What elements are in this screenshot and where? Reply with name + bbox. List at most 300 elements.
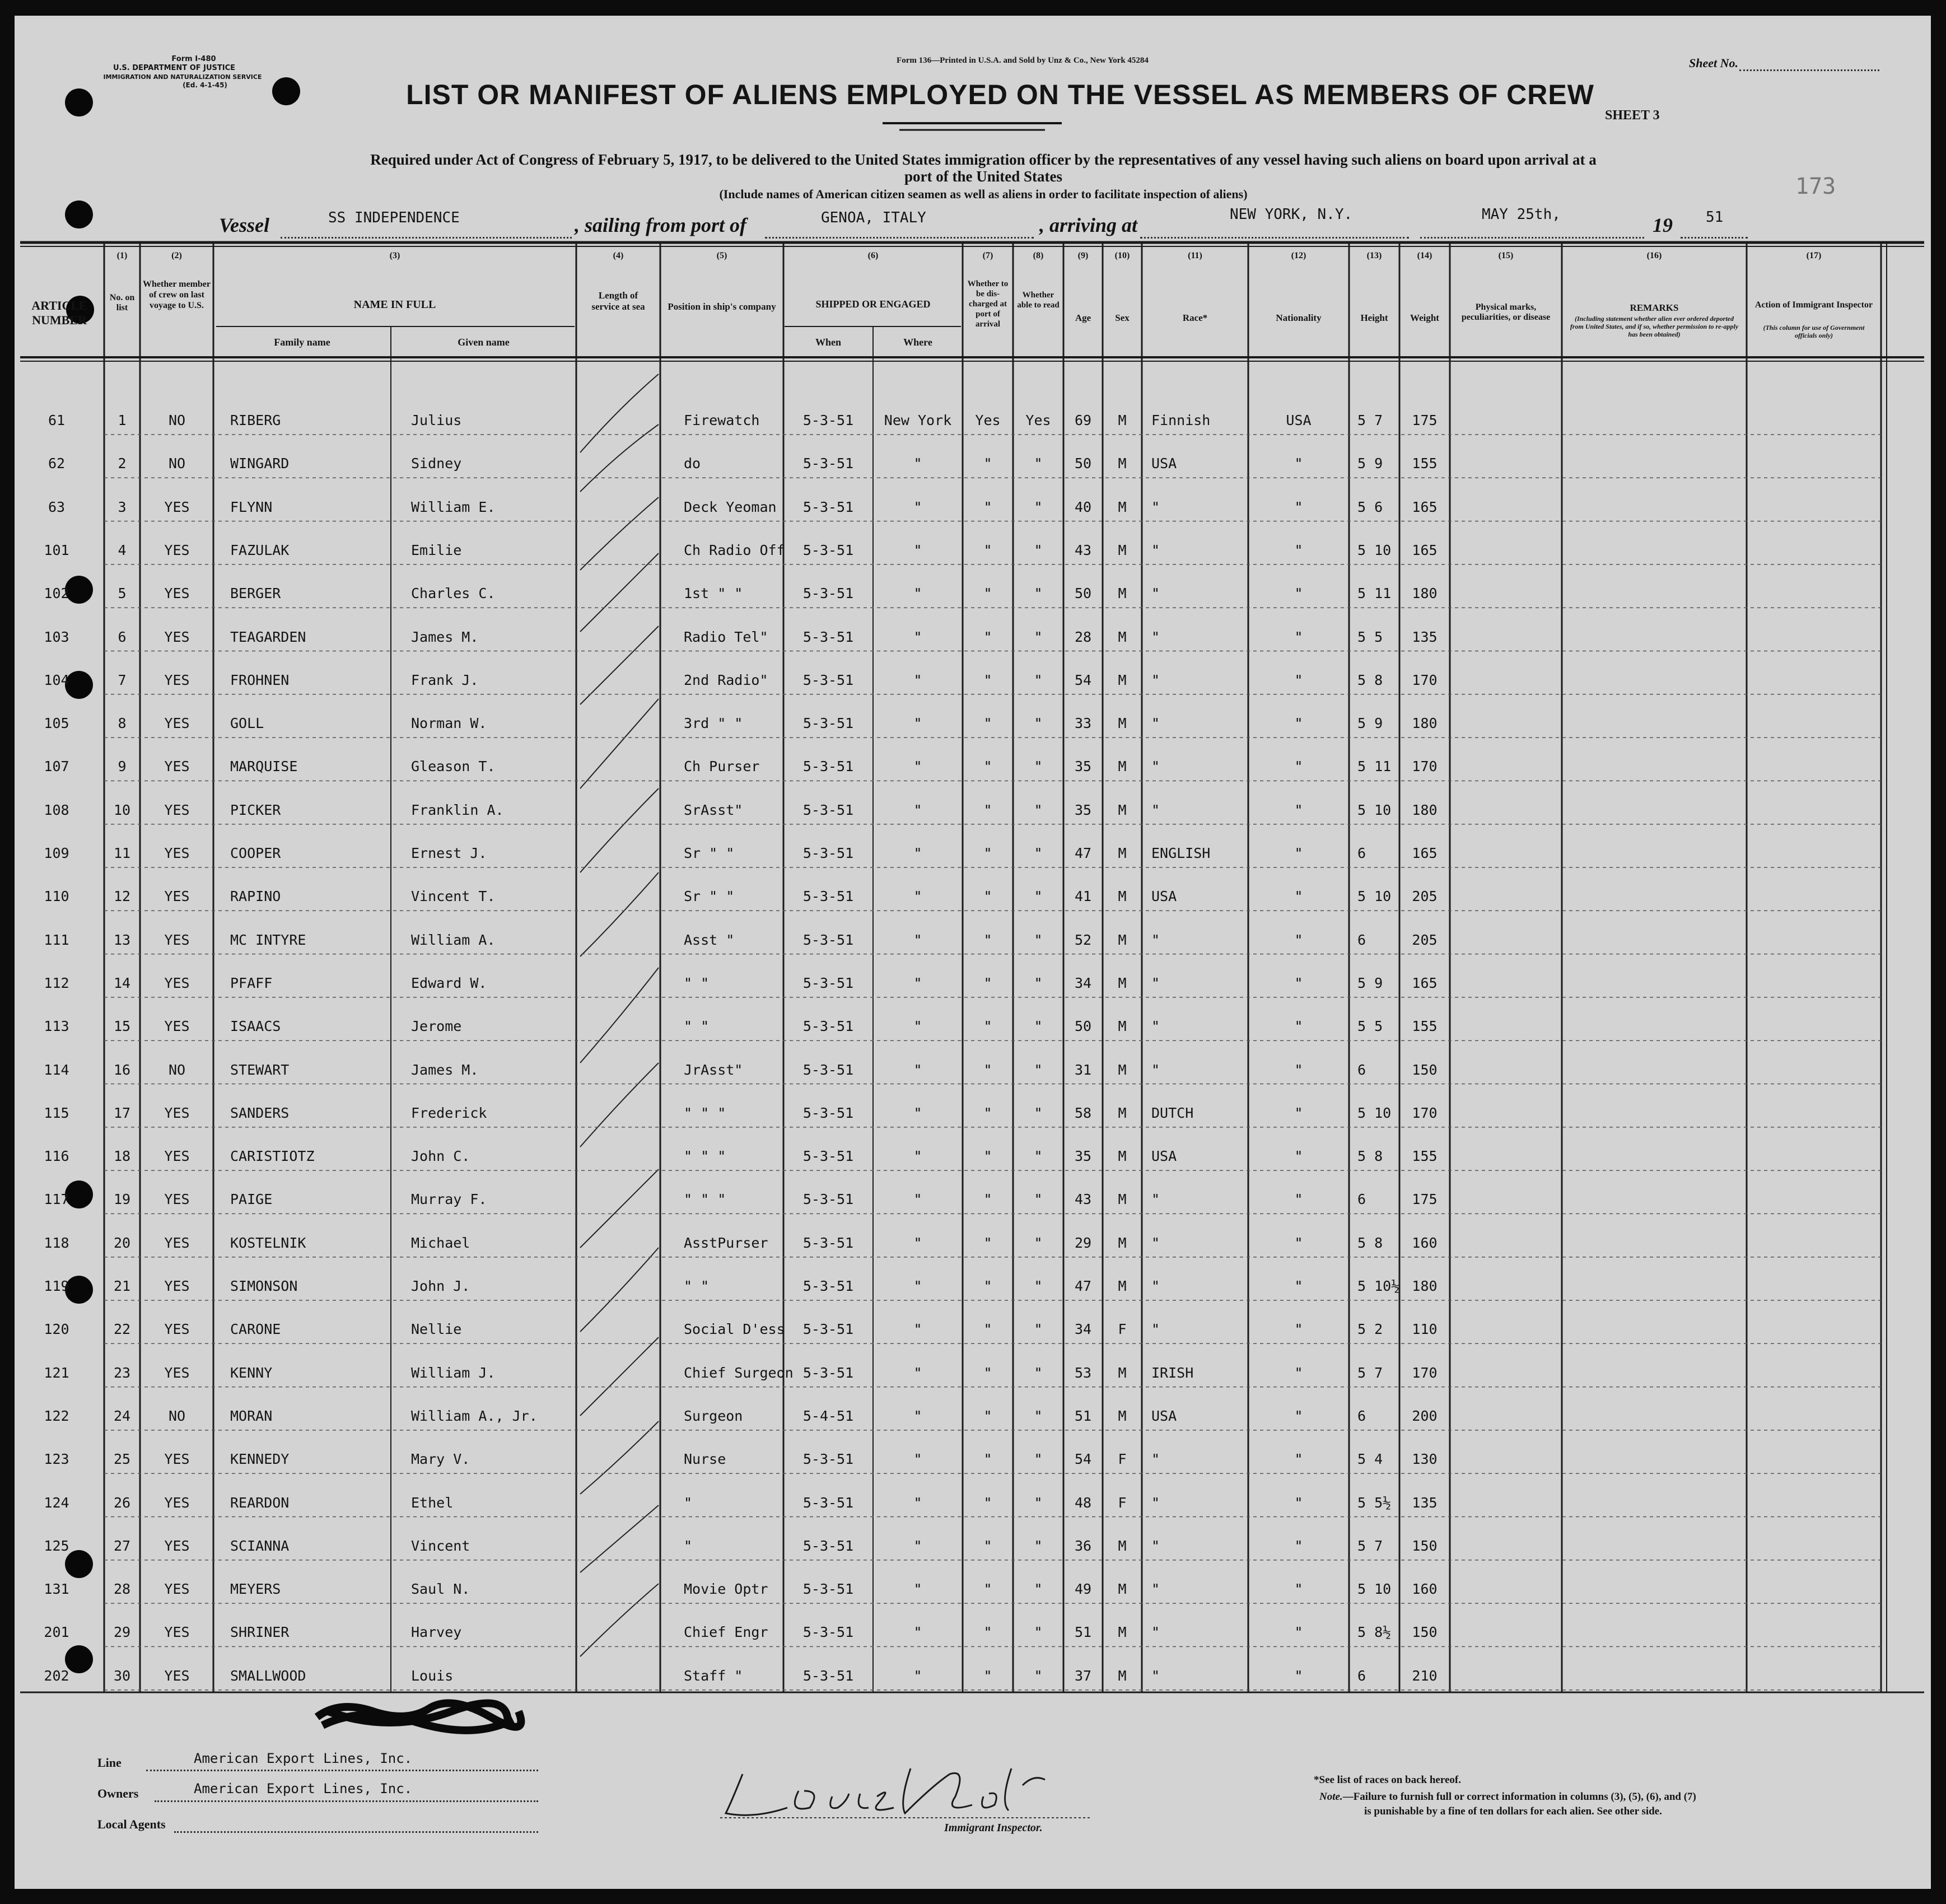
cell-position: " ": [684, 1278, 710, 1294]
cell-weight: 165: [1412, 845, 1438, 861]
cell-weight: 200: [1412, 1407, 1438, 1424]
cell-shipped-where: ": [913, 974, 922, 991]
cell-article-number: 107: [44, 758, 69, 775]
table-row: [15, 878, 1931, 912]
cell-article-number: 201: [44, 1624, 69, 1641]
cell-sex: M: [1118, 412, 1127, 428]
departure-port: GENOA, ITALY: [821, 209, 926, 226]
cell-article-number: 131: [44, 1581, 69, 1598]
table-row: [15, 1268, 1931, 1301]
cell-age: 34: [1074, 1321, 1092, 1338]
cell-sex: M: [1118, 931, 1127, 948]
form-id: Form I-480: [171, 55, 216, 63]
cell-prior-voyage: YES: [164, 1667, 190, 1684]
cell-given-name: Gleason T.: [411, 758, 496, 775]
cell-sex: F: [1118, 1321, 1127, 1338]
cell-shipped-where: ": [913, 845, 922, 861]
cell-sex: M: [1118, 1191, 1127, 1208]
cell-given-name: Nellie: [411, 1321, 462, 1338]
cell-discharged: ": [983, 498, 992, 515]
cell-position: Ch Radio Off: [684, 542, 785, 558]
table-row: [15, 1658, 1931, 1691]
cell-position: " ": [684, 1018, 710, 1035]
col16-header: REMARKS: [1630, 302, 1679, 313]
cell-nationality: ": [1294, 542, 1303, 558]
cell-age: 52: [1074, 931, 1092, 948]
col1-header: No. on list: [109, 293, 135, 312]
cell-prior-voyage: YES: [164, 1494, 190, 1511]
cell-list-number: 10: [113, 801, 131, 818]
cell-list-number: 8: [118, 715, 127, 732]
cell-sex: M: [1118, 801, 1127, 818]
cell-shipped-where: ": [913, 1191, 922, 1208]
cell-prior-voyage: YES: [164, 498, 190, 515]
cell-list-number: 22: [113, 1321, 131, 1338]
cell-given-name: Ethel: [411, 1494, 454, 1511]
cell-race: USA: [1151, 1148, 1177, 1165]
cell-article-number: 63: [48, 498, 66, 515]
arriving-label: , arriving at: [1039, 214, 1138, 236]
cell-shipped-where: ": [913, 888, 922, 905]
cell-position: 3rd " ": [684, 715, 743, 732]
cell-family-name: KENNEDY: [230, 1451, 290, 1468]
cell-prior-voyage: YES: [164, 1581, 190, 1598]
cell-nationality: ": [1294, 715, 1303, 732]
cell-race: USA: [1151, 1407, 1177, 1424]
cell-shipped-where: ": [913, 715, 922, 732]
cell-race: ": [1151, 1451, 1160, 1468]
cell-able-to-read: ": [1034, 542, 1043, 558]
cell-sex: F: [1118, 1451, 1127, 1468]
cell-race: Finnish: [1151, 412, 1211, 428]
form-edition: (Ed. 4-1-45): [183, 81, 227, 89]
cell-shipped-where: ": [913, 1148, 922, 1165]
cell-position: Ch Purser: [684, 758, 760, 775]
col9-header: Age: [1075, 312, 1091, 323]
cell-prior-voyage: NO: [168, 1407, 186, 1424]
cell-family-name: PAIGE: [230, 1191, 273, 1208]
cell-list-number: 3: [118, 498, 127, 515]
col17-num: (17): [1806, 251, 1822, 260]
cell-position: " " ": [684, 1104, 726, 1121]
table-row: [15, 1138, 1931, 1172]
cell-prior-voyage: YES: [164, 1624, 190, 1641]
cell-family-name: CARISTIOTZ: [230, 1148, 315, 1165]
cell-family-name: TEAGARDEN: [230, 628, 306, 645]
cell-position: Surgeon: [684, 1407, 743, 1424]
cell-position: Movie Optr: [684, 1581, 768, 1598]
cell-nationality: ": [1294, 1364, 1303, 1381]
cell-list-number: 24: [113, 1407, 131, 1424]
owners-value: American Export Lines, Inc.: [194, 1781, 413, 1796]
cell-able-to-read: ": [1034, 1407, 1043, 1424]
note-line2: is punishable by a fine of ten dollars for each alien. See other side.: [1364, 1805, 1662, 1817]
cell-nationality: ": [1294, 1278, 1303, 1294]
col3a-header: Family name: [274, 337, 330, 348]
cell-weight: 205: [1412, 888, 1438, 905]
table-row: [15, 445, 1931, 479]
cell-article-number: 108: [44, 801, 69, 818]
cell-list-number: 17: [113, 1104, 131, 1121]
cell-weight: 160: [1412, 1581, 1438, 1598]
cell-given-name: Sidney: [411, 455, 462, 472]
cell-nationality: ": [1294, 1148, 1303, 1165]
stamp-number: 173: [1795, 174, 1836, 199]
cell-shipped-where: ": [913, 1451, 922, 1468]
cell-given-name: William A.: [411, 931, 496, 948]
cell-weight: 135: [1412, 1494, 1438, 1511]
cell-article-number: 62: [48, 455, 66, 472]
cell-weight: 170: [1412, 758, 1438, 775]
cell-discharged: ": [983, 715, 992, 732]
cell-discharged: ": [983, 1451, 992, 1468]
cell-shipped-when: 5-3-51: [802, 1451, 854, 1468]
cell-given-name: Harvey: [411, 1624, 462, 1641]
cell-weight: 205: [1412, 931, 1438, 948]
cell-list-number: 20: [113, 1234, 131, 1251]
cell-discharged: ": [983, 758, 992, 775]
cell-height: 5 10: [1357, 801, 1392, 818]
cell-shipped-when: 5-3-51: [802, 888, 854, 905]
cell-shipped-when: 5-3-51: [802, 1624, 854, 1641]
signature-text: [664, 1743, 668, 1744]
cell-shipped-when: 5-3-51: [802, 758, 854, 775]
cell-nationality: ": [1294, 455, 1303, 472]
cell-shipped-where: ": [913, 1104, 922, 1121]
cell-able-to-read: ": [1034, 801, 1043, 818]
cell-height: 5 7: [1357, 1364, 1383, 1381]
cell-article-number: 103: [44, 628, 69, 645]
owners-label: Owners: [97, 1786, 139, 1800]
cell-list-number: 13: [113, 931, 131, 948]
cell-list-number: 23: [113, 1364, 131, 1381]
cell-able-to-read: ": [1034, 931, 1043, 948]
cell-age: 37: [1074, 1667, 1092, 1684]
cell-able-to-read: ": [1034, 1451, 1043, 1468]
cell-position: Nurse: [684, 1451, 726, 1468]
cell-sex: M: [1118, 1061, 1127, 1078]
cell-weight: 150: [1412, 1537, 1438, 1554]
cell-given-name: Julius: [411, 412, 462, 428]
cell-article-number: 115: [44, 1104, 69, 1121]
cell-height: 5 10: [1357, 1104, 1392, 1121]
cell-weight: 135: [1412, 628, 1438, 645]
cell-family-name: ISAACS: [230, 1018, 281, 1035]
cell-race: ": [1151, 671, 1160, 688]
cell-nationality: ": [1294, 1407, 1303, 1424]
sheet-no-label: Sheet No.: [1689, 56, 1738, 70]
cell-age: 35: [1074, 758, 1092, 775]
cell-race: IRISH: [1151, 1364, 1194, 1381]
cell-able-to-read: ": [1034, 1364, 1043, 1381]
table-row: [15, 922, 1931, 955]
cell-shipped-when: 5-3-51: [802, 498, 854, 515]
cell-shipped-when: 5-3-51: [802, 1061, 854, 1078]
cell-article-number: 101: [44, 542, 69, 558]
cell-able-to-read: ": [1034, 1581, 1043, 1598]
cell-discharged: ": [983, 1148, 992, 1165]
col9-num: (9): [1077, 251, 1089, 260]
cell-shipped-where: ": [913, 931, 922, 948]
cell-sex: M: [1118, 498, 1127, 515]
cell-age: 41: [1074, 888, 1092, 905]
table-row: [15, 965, 1931, 998]
table-row: [15, 1485, 1931, 1518]
table-row: [15, 1355, 1931, 1388]
table-row: [15, 1528, 1931, 1561]
cell-position: " " ": [684, 1191, 726, 1208]
cell-height: 6: [1357, 1407, 1366, 1424]
cell-list-number: 4: [118, 542, 127, 558]
cell-able-to-read: ": [1034, 1018, 1043, 1035]
cell-article-number: 104: [44, 671, 69, 688]
cell-age: 36: [1074, 1537, 1092, 1554]
table-row: [15, 1311, 1931, 1345]
cell-discharged: ": [983, 1407, 992, 1424]
table-row: [15, 402, 1931, 436]
cell-able-to-read: ": [1034, 1148, 1043, 1165]
col8-num: (8): [1033, 251, 1044, 260]
cell-discharged: ": [983, 845, 992, 861]
line-label: Line: [97, 1756, 122, 1770]
cell-shipped-when: 5-3-51: [802, 1667, 854, 1684]
cell-shipped-when: 5-3-51: [802, 1581, 854, 1598]
cell-shipped-where: ": [913, 1494, 922, 1511]
cell-nationality: ": [1294, 1234, 1303, 1251]
cell-shipped-where: ": [913, 1407, 922, 1424]
cell-list-number: 26: [113, 1494, 131, 1511]
cell-age: 33: [1074, 715, 1092, 732]
cell-able-to-read: ": [1034, 671, 1043, 688]
cell-position: Deck Yeoman: [684, 498, 777, 515]
cell-race: ": [1151, 1234, 1160, 1251]
cell-sex: M: [1118, 1234, 1127, 1251]
table-row: [15, 532, 1931, 566]
cell-height: 5 10: [1357, 542, 1392, 558]
cell-given-name: Mary V.: [411, 1451, 470, 1468]
cell-race: ": [1151, 1321, 1160, 1338]
cell-family-name: SHRINER: [230, 1624, 290, 1641]
cell-list-number: 18: [113, 1148, 131, 1165]
table-row: [15, 489, 1931, 522]
cell-shipped-where: ": [913, 1667, 922, 1684]
cell-shipped-when: 5-3-51: [802, 1278, 854, 1294]
cell-able-to-read: ": [1034, 1494, 1043, 1511]
cell-prior-voyage: YES: [164, 585, 190, 602]
cell-shipped-when: 5-3-51: [802, 1321, 854, 1338]
cell-shipped-when: 5-3-51: [802, 455, 854, 472]
cell-shipped-when: 5-3-51: [802, 931, 854, 948]
cell-able-to-read: ": [1034, 628, 1043, 645]
inspector-signature: [709, 1752, 1101, 1830]
cell-weight: 170: [1412, 671, 1438, 688]
cell-weight: 175: [1412, 412, 1438, 428]
table-row: [15, 1181, 1931, 1215]
cell-shipped-when: 5-3-51: [802, 1364, 854, 1381]
agents-label: Local Agents: [97, 1817, 166, 1831]
cell-shipped-when: 5-3-51: [802, 715, 854, 732]
sheet-mark: SHEET 3: [1605, 108, 1660, 123]
cell-prior-voyage: YES: [164, 1451, 190, 1468]
cell-height: 5 2: [1357, 1321, 1383, 1338]
cell-position: " " ": [684, 1148, 726, 1165]
cell-prior-voyage: YES: [164, 888, 190, 905]
manifest-sheet: [15, 16, 1931, 1889]
cell-prior-voyage: YES: [164, 758, 190, 775]
year-suffix: 51: [1706, 209, 1724, 226]
cell-family-name: REARDON: [230, 1494, 290, 1511]
cell-discharged: ": [983, 542, 992, 558]
cell-sex: M: [1118, 1407, 1127, 1424]
cell-prior-voyage: YES: [164, 671, 190, 688]
cell-sex: M: [1118, 715, 1127, 732]
cell-prior-voyage: YES: [164, 1148, 190, 1165]
cell-race: ": [1151, 1018, 1160, 1035]
col11-header: Race*: [1182, 312, 1208, 323]
cell-sex: F: [1118, 1494, 1127, 1511]
cell-family-name: SMALLWOOD: [230, 1667, 306, 1684]
cell-discharged: ": [983, 1624, 992, 1641]
cell-nationality: ": [1294, 498, 1303, 515]
cell-discharged: ": [983, 1061, 992, 1078]
cell-article-number: 113: [44, 1018, 69, 1035]
cell-able-to-read: ": [1034, 845, 1043, 861]
cell-discharged: ": [983, 1278, 992, 1294]
penalty-note: [1319, 1791, 1696, 1803]
cell-article-number: 102: [44, 585, 69, 602]
cell-family-name: RIBERG: [230, 412, 281, 428]
cell-height: 6: [1357, 845, 1366, 861]
cell-height: 6: [1357, 1061, 1366, 1078]
cell-prior-voyage: YES: [164, 801, 190, 818]
col14-num: (14): [1417, 251, 1432, 260]
cell-prior-voyage: YES: [164, 542, 190, 558]
cell-shipped-when: 5-3-51: [802, 585, 854, 602]
cell-able-to-read: ": [1034, 1278, 1043, 1294]
cell-prior-voyage: NO: [168, 1061, 186, 1078]
cell-position: Asst ": [684, 931, 735, 948]
cell-nationality: ": [1294, 845, 1303, 861]
cell-weight: 110: [1412, 1321, 1438, 1338]
table-row: [15, 575, 1931, 609]
cell-discharged: ": [983, 455, 992, 472]
cell-nationality: ": [1294, 758, 1303, 775]
table-row: [15, 1052, 1931, 1085]
cell-shipped-when: 5-3-51: [802, 1104, 854, 1121]
cell-nationality: ": [1294, 1191, 1303, 1208]
cell-race: ": [1151, 1667, 1160, 1684]
cell-prior-voyage: YES: [164, 1234, 190, 1251]
cell-shipped-when: 5-3-51: [802, 845, 854, 861]
cell-age: 50: [1074, 455, 1092, 472]
cell-family-name: MARQUISE: [230, 758, 298, 775]
cell-discharged: ": [983, 1191, 992, 1208]
cell-sex: M: [1118, 542, 1127, 558]
cell-nationality: ": [1294, 628, 1303, 645]
cell-age: 48: [1074, 1494, 1092, 1511]
cell-weight: 175: [1412, 1191, 1438, 1208]
cell-shipped-when: 5-3-51: [802, 1234, 854, 1251]
cell-shipped-where: ": [913, 758, 922, 775]
cell-family-name: WINGARD: [230, 455, 290, 472]
cell-nationality: USA: [1286, 412, 1312, 428]
cell-article-number: 123: [44, 1451, 69, 1468]
cell-discharged: ": [983, 801, 992, 818]
cell-discharged: ": [983, 1018, 992, 1035]
cell-family-name: STEWART: [230, 1061, 290, 1078]
cell-list-number: 5: [118, 585, 127, 602]
cell-prior-voyage: YES: [164, 1364, 190, 1381]
cell-sex: M: [1118, 1581, 1127, 1598]
line-value: American Export Lines, Inc.: [194, 1751, 413, 1766]
cell-discharged: ": [983, 974, 992, 991]
table-row: [15, 835, 1931, 869]
cell-age: 34: [1074, 974, 1092, 991]
cell-weight: 165: [1412, 542, 1438, 558]
cell-article-number: 112: [44, 974, 69, 991]
cell-height: 5 11: [1357, 585, 1392, 602]
cell-discharged: ": [983, 1234, 992, 1251]
cell-age: 69: [1074, 412, 1092, 428]
cell-height: 5 5: [1357, 628, 1383, 645]
cell-able-to-read: ": [1034, 1191, 1043, 1208]
cell-age: 29: [1074, 1234, 1092, 1251]
cell-height: 5 10½: [1357, 1278, 1400, 1294]
vessel-name: SS INDEPENDENCE: [328, 209, 460, 226]
cell-shipped-where: ": [913, 1537, 922, 1554]
cell-discharged: ": [983, 1364, 992, 1381]
cell-height: 5 7: [1357, 1537, 1383, 1554]
table-row: [15, 1441, 1931, 1474]
cell-shipped-where: ": [913, 498, 922, 515]
cell-race: ": [1151, 498, 1160, 515]
table-row: [15, 705, 1931, 739]
cell-able-to-read: ": [1034, 1234, 1043, 1251]
cell-prior-voyage: YES: [164, 845, 190, 861]
cell-prior-voyage: YES: [164, 628, 190, 645]
cell-article-number: 122: [44, 1407, 69, 1424]
cell-weight: 155: [1412, 1148, 1438, 1165]
cell-weight: 170: [1412, 1364, 1438, 1381]
cell-position: " ": [684, 974, 710, 991]
cell-position: Staff ": [684, 1667, 743, 1684]
table-row: [15, 1571, 1931, 1604]
cell-given-name: William J.: [411, 1364, 496, 1381]
cell-height: 5 10: [1357, 888, 1392, 905]
cell-able-to-read: ": [1034, 455, 1043, 472]
cell-article-number: 202: [44, 1667, 69, 1684]
race-note: *See list of races on back hereof.: [1314, 1774, 1461, 1786]
cell-race: ": [1151, 1494, 1160, 1511]
col11-num: (11): [1188, 251, 1202, 260]
cell-article-number: 118: [44, 1234, 69, 1251]
cell-given-name: Louis: [411, 1667, 454, 1684]
cell-race: ": [1151, 542, 1160, 558]
cell-list-number: 16: [113, 1061, 131, 1078]
table-row: [15, 1008, 1931, 1042]
subtitle-line1: Required under Act of Congress of February 5, 1917, to be delivered to the United States immigration officer by the representatives of any vessel having such aliens on board upon arrival at a: [370, 151, 1597, 168]
cell-shipped-when: 5-3-51: [802, 671, 854, 688]
cell-sex: M: [1118, 758, 1127, 775]
cell-nationality: ": [1294, 1104, 1303, 1121]
cell-given-name: William E.: [411, 498, 496, 515]
cell-able-to-read: ": [1034, 1537, 1043, 1554]
cell-age: 54: [1074, 1451, 1092, 1468]
cell-discharged: ": [983, 1321, 992, 1338]
service-name: IMMIGRATION AND NATURALIZATION SERVICE: [103, 73, 262, 81]
cell-weight: 170: [1412, 1104, 1438, 1121]
cell-prior-voyage: YES: [164, 1278, 190, 1294]
